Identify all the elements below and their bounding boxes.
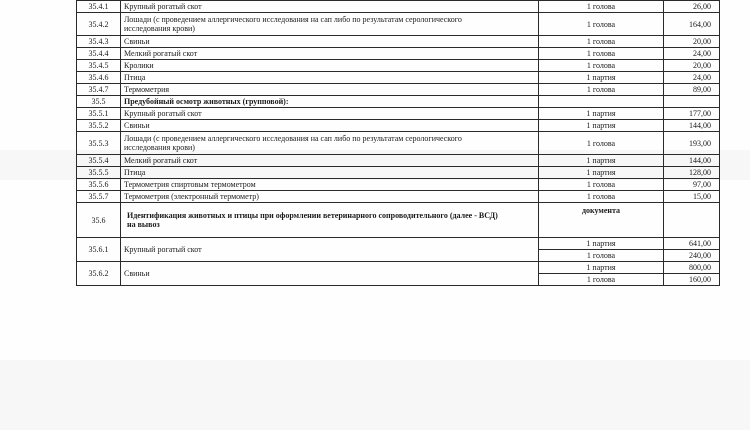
row-price: 128,00 [664,167,720,179]
row-name: Свиньи [121,120,539,132]
table-row [77,132,720,155]
table-row [77,36,720,48]
row-name: Кролики [121,60,539,72]
row-unit: 1 голова [539,1,664,13]
row-unit: 1 голова [539,60,664,72]
row-price: 26,00 [664,1,720,13]
row-unit: 1 голова [539,36,664,48]
row-code: 35.5.2 [77,120,121,132]
table-row [77,238,720,250]
section-row [77,96,720,108]
section-title: Идентификация животных и птицы при оформлении ветеринарного сопроводительного (далее - ВСД) на вывоз [121,203,539,238]
row-code: 35.5 [77,96,121,108]
row-unit: 1 голова [539,179,664,191]
row-name: Птица [121,72,539,84]
row-price: 144,00 [664,120,720,132]
row-code: 35.4.5 [77,60,121,72]
row-code: 35.6 [77,203,121,238]
row-price: 24,00 [664,72,720,84]
row-price [664,96,720,108]
row-name: Крупный рогатый скот [121,1,539,13]
scan-shadow-bottom [0,360,750,430]
row-price: 164,00 [664,13,720,36]
table-row [77,48,720,60]
row-price: 144,00 [664,155,720,167]
table-row [77,191,720,203]
row-price: 97,00 [664,179,720,191]
row-price: 24,00 [664,48,720,60]
table-row [77,108,720,120]
table-row [77,13,720,36]
row-name: Птица [121,167,539,179]
price-list-table [76,0,720,286]
row-unit [539,96,664,108]
row-name: Свиньи [121,36,539,48]
row-unit: 1 партия [539,238,664,250]
row-code: 35.5.3 [77,132,121,155]
row-code: 35.4.1 [77,1,121,13]
row-code: 35.5.5 [77,167,121,179]
row-name: Термометрия [121,84,539,96]
row-price: 20,00 [664,60,720,72]
table-row [77,1,720,13]
row-price: 193,00 [664,132,720,155]
row-code: 35.4.4 [77,48,121,60]
row-price: 177,00 [664,108,720,120]
row-code: 35.4.7 [77,84,121,96]
row-name: Свиньи [121,262,539,286]
row-code: 35.5.7 [77,191,121,203]
row-code: 35.5.4 [77,155,121,167]
row-unit: 1 голова [539,191,664,203]
row-code: 35.4.2 [77,13,121,36]
row-unit: 1 голова [539,13,664,36]
row-price: 160,00 [664,274,720,286]
row-unit: 1 партия [539,262,664,274]
row-unit: 1 партия [539,155,664,167]
row-name: Мелкий рогатый скот [121,48,539,60]
row-unit: 1 голова [539,84,664,96]
row-name: Крупный рогатый скот [121,108,539,120]
row-price: 800,00 [664,262,720,274]
row-code: 35.4.3 [77,36,121,48]
row-price: 89,00 [664,84,720,96]
row-unit: 1 голова [539,250,664,262]
row-code: 35.5.1 [77,108,121,120]
row-unit: 1 голова [539,48,664,60]
row-price: 641,00 [664,238,720,250]
row-code: 35.5.6 [77,179,121,191]
row-price: 20,00 [664,36,720,48]
table-row [77,72,720,84]
table-row [77,120,720,132]
table-row [77,262,720,274]
row-unit: 1 партия [539,120,664,132]
row-name: Лошади (с проведением аллергического исследования на сап либо по результатам серологического исследования крови) [121,13,539,36]
row-name: Лошади (с проведением аллергического исследования на сап либо по результатам серологического исследования крови) [121,132,539,155]
row-name: Термометрия (электронный термометр) [121,191,539,203]
section-title: Предубойный осмотр животных (групповой): [121,96,539,108]
row-unit: 1 голова [539,132,664,155]
section-unit: документа [539,203,664,238]
row-name: Крупный рогатый скот [121,238,539,262]
row-price: 15,00 [664,191,720,203]
row-unit: 1 партия [539,72,664,84]
row-code: 35.4.6 [77,72,121,84]
row-name: Мелкий рогатый скот [121,155,539,167]
row-price [664,203,720,238]
table-row [77,60,720,72]
table-row [77,84,720,96]
table-row [77,179,720,191]
row-price: 240,00 [664,250,720,262]
row-unit: 1 партия [539,167,664,179]
row-code: 35.6.1 [77,238,121,262]
table-row [77,155,720,167]
row-unit: 1 партия [539,108,664,120]
row-name: Термометрия спиртовым термометром [121,179,539,191]
row-code: 35.6.2 [77,262,121,286]
table-row [77,167,720,179]
row-unit: 1 голова [539,274,664,286]
section-row [77,203,720,238]
